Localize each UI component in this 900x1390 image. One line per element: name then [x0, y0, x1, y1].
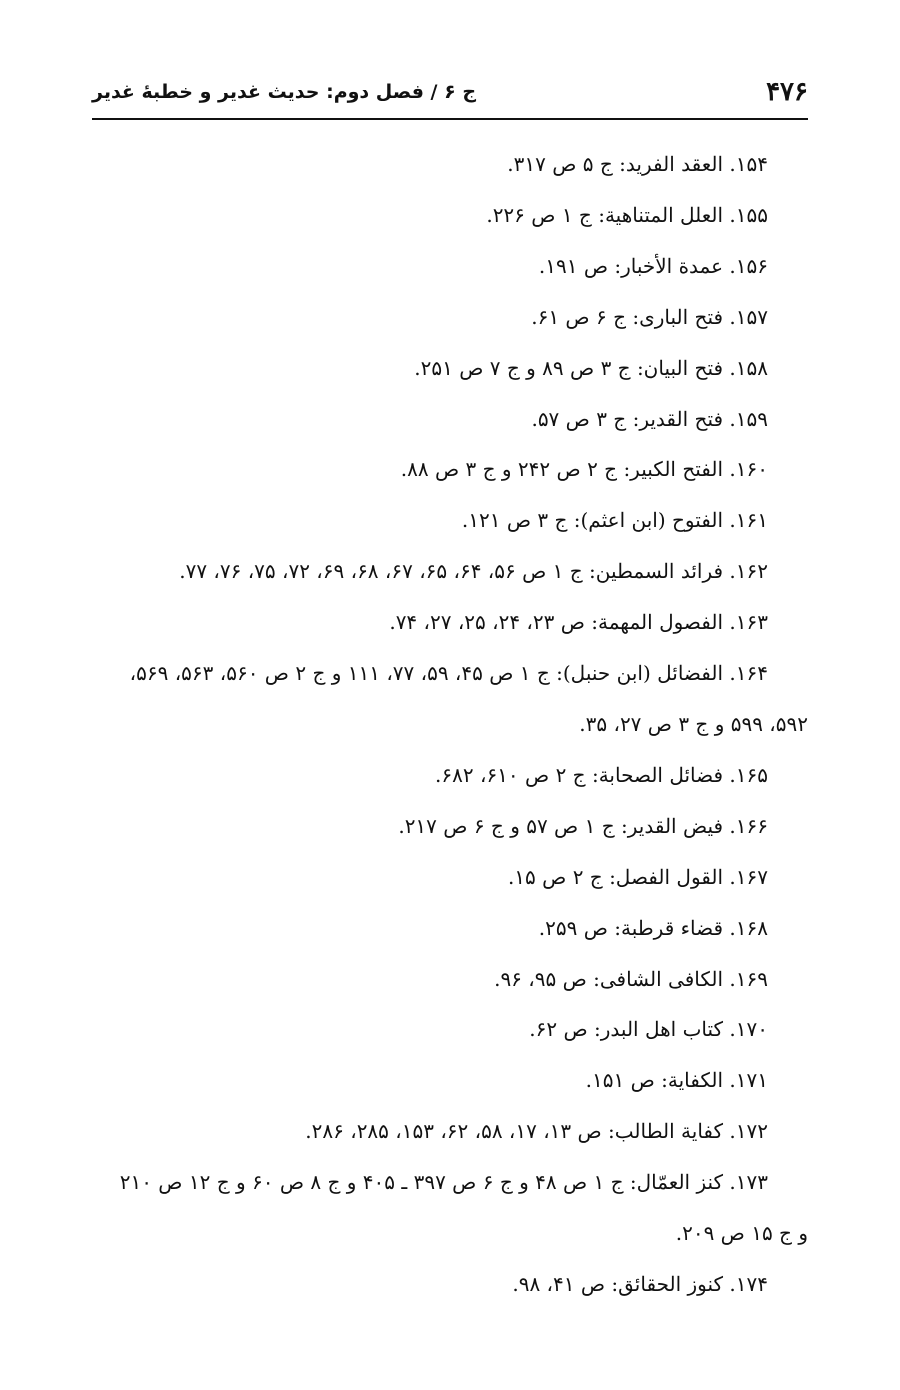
reference-entry — [92, 954, 808, 1005]
reference-entry-text: ۱۷۴. کنوز الحقائق: ص ۴۱، ۹۸. — [512, 1271, 768, 1296]
reference-entry-continuation: ۵۹۲، ۵۹۹ و ج ۳ ص ۲۷، ۳۵. — [579, 711, 808, 736]
reference-entry — [92, 292, 808, 343]
reference-entry-text: ۱۷۳. کنز العمّال: ج ۱ ص ۴۸ و ج ۶ ص ۳۹۷ ـ ۴۰۵ و ج ۸ ص ۶۰ و ج ۱۲ ص ۲۱۰ — [119, 1170, 768, 1195]
reference-entry — [92, 495, 808, 546]
reference-entry-text: ۱۵۴. العقد الفرید: ج ۵ ص ۳۱۷. — [507, 152, 768, 176]
reference-entry-text: ۱۶۴. الفضائل (ابن حنبل): ج ۱ ص ۴۵، ۵۹، ۷۷، ۱۱۱ و ج ۲ ص ۵۶۰، ۵۶۳، ۵۶۹، — [129, 661, 768, 686]
reference-entry-text: ۱۵۸. فتح البیان: ج ۳ ص ۸۹ و ج ۷ ص ۲۵۱. — [414, 355, 768, 380]
reference-entry-text: ۱۶۶. فیض القدیر: ج ۱ ص ۵۷ و ج ۶ ص ۲۱۷. — [398, 813, 768, 838]
reference-entry — [92, 1259, 808, 1310]
reference-entry — [92, 190, 808, 241]
reference-entry — [92, 597, 808, 648]
reference-entry — [92, 852, 808, 903]
reference-entry — [92, 444, 808, 495]
page-number: ۴۷۶ — [766, 77, 808, 107]
reference-entry — [92, 1055, 808, 1106]
reference-entry-text: ۱۶۳. الفصول المهمة: ص ۲۳، ۲۴، ۲۵، ۲۷، ۷۴. — [389, 610, 768, 635]
reference-entry — [92, 394, 808, 445]
reference-entry — [92, 1157, 808, 1259]
reference-entry-text: ۱۶۰. الفتح الکبیر: ج ۲ ص ۲۴۲ و ج ۳ ص ۸۸. — [400, 457, 768, 482]
reference-entry — [92, 750, 808, 801]
reference-entry-text: ۱۶۵. فضائل الصحابة: ج ۲ ص ۶۱۰، ۶۸۲. — [435, 762, 768, 787]
reference-entry — [92, 241, 808, 292]
reference-entry-continuation: و ج ۱۵ ص ۲۰۹. — [675, 1221, 808, 1246]
reference-entry-text: ۱۶۹. الکافی الشافی: ص ۹۵، ۹۶. — [494, 966, 768, 991]
reference-entry-text: ۱۶۲. فرائد السمطین: ج ۱ ص ۵۶، ۶۴، ۶۵، ۶۷، ۶۸، ۶۹، ۷۲، ۷۵، ۷۶، ۷۷. — [179, 559, 768, 584]
reference-entry — [92, 546, 808, 597]
reference-entry-text: ۱۵۷. فتح الباری: ج ۶ ص ۶۱. — [531, 304, 768, 329]
header-rule — [92, 118, 808, 120]
reference-entry-text: ۱۶۸. قضاء قرطبة: ص ۲۵۹. — [538, 915, 768, 940]
reference-entry-text: ۱۵۶. عمدة الأخبار: ص ۱۹۱. — [538, 253, 768, 278]
reference-entry — [92, 343, 808, 394]
reference-entry — [92, 1106, 808, 1157]
reference-entry-text: ۱۷۲. کفایة الطالب: ص ۱۳، ۱۷، ۵۸، ۶۲، ۱۵۳، ۲۸۵، ۲۸۶. — [305, 1119, 768, 1144]
running-head: ج ۶ / فصل دوم: حدیث غدیر و خطبهٔ غدیر — [92, 81, 477, 103]
reference-list — [92, 139, 808, 1310]
reference-entry — [92, 648, 808, 750]
reference-entry-text: ۱۷۱. الکفایة: ص ۱۵۱. — [585, 1068, 768, 1093]
reference-entry-text: ۱۵۹. فتح القدیر: ج ۳ ص ۵۷. — [531, 406, 768, 431]
reference-entry-text: ۱۶۱. الفتوح (ابن اعثم): ج ۳ ص ۱۲۱. — [461, 508, 768, 533]
reference-entry — [92, 903, 808, 954]
reference-entry-text: ۱۵۵. العلل المتناهیة: ج ۱ ص ۲۲۶. — [486, 202, 768, 227]
page-header — [92, 70, 808, 114]
reference-entry-text: ۱۷۰. کتاب اهل البدر: ص ۶۲. — [529, 1017, 768, 1042]
reference-entry-text: ۱۶۷. القول الفصل: ج ۲ ص ۱۵. — [507, 864, 768, 889]
reference-entry — [92, 139, 808, 190]
reference-entry — [92, 801, 808, 852]
reference-entry — [92, 1004, 808, 1055]
